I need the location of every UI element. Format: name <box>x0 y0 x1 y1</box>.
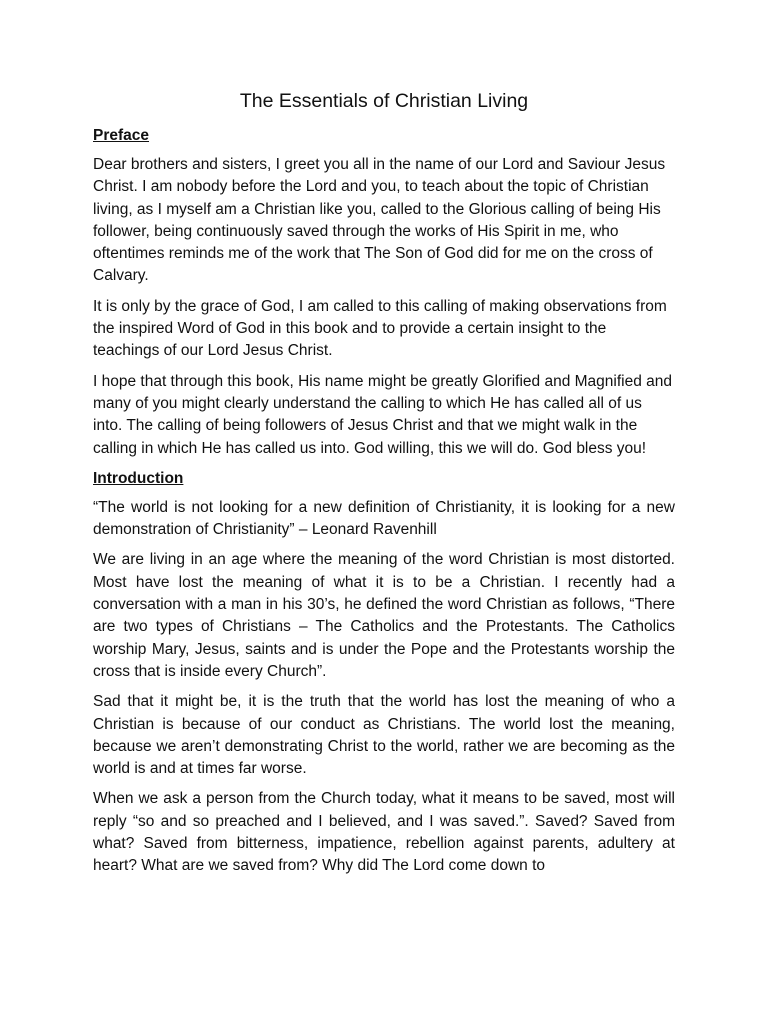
introduction-paragraph-3: When we ask a person from the Church today, what it means to be saved, most will reply “so and so preached and I believed, and I was saved.”. Saved? Saved from what? Saved from bitterness, impatience, rebellion against parents, adultery at heart? What are we saved from? Why did The Lord come down to <box>93 790 675 875</box>
introduction-section <box>93 468 675 878</box>
preface-paragraph-3: I hope that through this book, His name might be greatly Glorified and Magnified and many of you might clearly understand the calling to which He has called all of us into. The calling of being followers of Jesus Christ and that we might walk in the calling in which He has called us into. God willing, this we will do. God bless you! <box>93 372 673 457</box>
document-title: The Essentials of Christian Living <box>239 90 529 112</box>
preface-heading: Preface <box>93 127 150 144</box>
introduction-quote: “The world is not looking for a new definition of Christianity, it is looking for a new demonstration of Christianity” – Leonard Ravenhill <box>93 498 675 539</box>
preface-paragraph-1: Dear brothers and sisters, I greet you all in the name of our Lord and Saviour Jesus Christ. I am nobody before the Lord and you, to teach about the topic of Christian living, as I myself am a Christian like you, called to the Glorious calling of being His follower, being continuously saved through the works of His Spirit in me, who oftentimes reminds me of the work that The Son of God did for me on the cross of Calvary. <box>93 156 666 285</box>
introduction-heading: Introduction <box>93 469 184 487</box>
preface-section <box>93 125 675 460</box>
document-page <box>93 88 675 886</box>
introduction-paragraph-2: Sad that it might be, it is the truth that the world has lost the meaning of who a Christian is because of our conduct as Christians. The world lost the meaning, because we aren’t demonstrating Christ to the world, rather we are becoming as the world is and at times far worse. <box>93 693 675 778</box>
preface-paragraph-2: It is only by the grace of God, I am called to this calling of making observations from the inspired Word of God in this book and to provide a certain insight to the teachings of our Lord Jesus Christ. <box>93 297 667 360</box>
introduction-paragraph-1: We are living in an age where the meaning of the word Christian is most distorted. Most have lost the meaning of what it is to be a Christian. I recently had a conversation with a man in his 30’s, he defined the word Christian as follows, “There are two types of Christians – The Catholics and the Protestants. The Catholics worship Mary, Jesus, saints and is under the Pope and the Protestants worship the cross that is inside every Church”. <box>93 551 675 680</box>
